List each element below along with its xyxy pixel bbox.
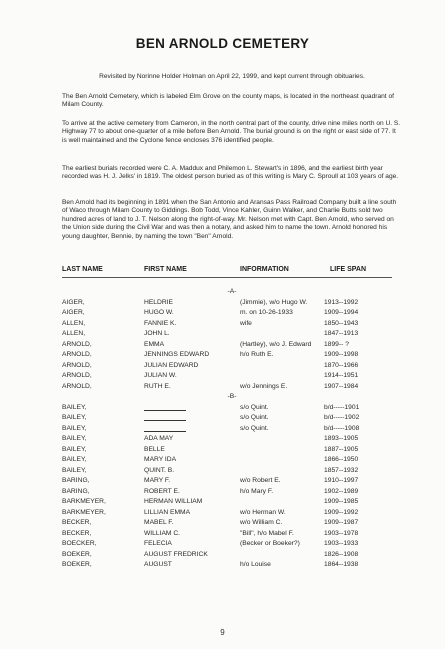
cell-information: h/o Ruth E. [240,351,274,358]
table-row [62,560,402,571]
cell-last-name: ARNOLD, [62,340,92,348]
cell-life-span: 1913--1992 [324,298,359,306]
cell-first-name: HUGO W. [144,309,174,316]
intro-paragraph-location: The Ben Arnold Cemetery, which is labeled Elm Grove on the county maps, is located in the northeast quadrant of Milam County. [62,93,394,109]
cell-last-name: BAILEY, [62,466,87,474]
cell-first-name: JENNINGS EDWARD [144,351,210,358]
cell-information: "Bill", h/o Mabel F. [240,529,294,537]
table-row [62,403,402,414]
table-row [62,298,402,309]
header-life-span: LIFE SPAN [330,266,367,273]
cell-last-name: BECKER, [62,529,92,537]
table-row [62,329,402,340]
cell-first-name: MARY IDA [144,456,177,463]
page-title: BEN ARNOLD CEMETERY [135,36,310,51]
cell-first-name: MABEL F. [144,519,174,526]
cell-first-name: HERMAN WILLIAM [144,498,203,505]
table-row [62,361,402,372]
table-row [62,371,402,382]
cell-life-span: 1826--1908 [324,550,359,558]
cell-first-name: LILLIAN EMMA [144,508,191,516]
cell-life-span: 1909--1998 [324,351,359,358]
cell-first-name: ADA MAY [144,435,174,442]
cell-first-name: ROBERT E. [144,487,180,495]
cell-first-name: AUGUST FREDRICK [144,550,208,558]
cell-last-name: ARNOLD, [62,382,92,390]
section-letter [62,287,402,298]
cell-life-span: 1909--1994 [324,309,359,316]
cell-first-name: WILLIAM C. [144,529,181,537]
cell-last-name: BOEKER, [62,550,92,558]
cell-life-span: 1909--1987 [324,519,359,526]
cell-last-name: BAILEY, [62,424,87,432]
cell-last-name: BAILEY, [62,414,87,421]
cell-life-span: 1914--1951 [324,372,359,379]
blank-name-line [144,424,186,432]
table-row [62,445,402,456]
cell-last-name: BOECKER, [62,540,97,547]
cell-life-span: 1899-- ? [324,340,349,348]
cell-last-name: AIGER, [62,298,85,306]
header-information: INFORMATION [240,266,289,273]
table-row [62,487,402,498]
cell-information: h/o Louise [240,561,271,568]
section-letter [62,392,402,403]
cell-last-name: BAILEY, [62,445,87,453]
table-row [62,550,402,561]
cell-information: w/o Jennings E. [240,382,288,390]
cell-last-name: ARNOLD, [62,361,92,369]
cell-life-span: 1850--1943 [324,319,359,327]
table-header [62,266,402,276]
cell-first-name: BELLE [144,445,165,453]
cell-life-span: 1903--1978 [324,529,359,537]
cell-life-span: 1907--1984 [324,382,359,390]
cell-last-name: ALLEN, [62,330,86,337]
page-number: 9 [220,628,225,637]
cell-life-span: 1903--1933 [324,540,359,547]
cell-last-name: BARING, [62,477,90,484]
table-row [62,424,402,435]
table-row [62,340,402,351]
section-label: -A- [227,288,237,295]
intro-paragraph-revisited: Revisited by Norinne Holder Holman on April 22, 1999, and kept current through obituaries. [99,73,365,80]
burial-table [62,287,402,571]
cell-life-span: 1887--1905 [324,445,359,453]
cell-last-name: ARNOLD, [62,351,92,358]
cell-information: w/o Robert E. [240,477,281,484]
cell-information: m. on 10-26-1933 [240,309,293,316]
cell-life-span: 1857--1932 [324,466,359,474]
cell-last-name: BAILEY, [62,456,87,463]
cell-first-name: JULIAN EDWARD [144,361,199,369]
cell-information: (Hartley), w/o J. Edward [240,340,312,348]
cell-life-span: 1847--1913 [324,330,359,337]
table-row [62,413,402,424]
cell-information: h/o Mary F. [240,487,274,495]
cell-life-span: 1909--1985 [324,498,359,505]
cell-last-name: BARKMEYER, [62,508,106,516]
cell-first-name: JULIAN W. [144,372,177,379]
blank-name-line [144,403,186,411]
table-row [62,539,402,550]
intro-paragraph-history: Ben Arnold had its beginning in 1891 when the San Antonio and Aransas Pass Railroad Company built a line south of Waco through Milam County to Giddings. Bob Todd, Vince Kahler, Guinn Walker, and Charlie Butts sold two hundred acres of land to J. T. Nelson along the right-of-way. Mr. Nelson met with Capt. Ben Arnold, who served on the Union side during the Civil War and was then a notary, and asked him to name the town. Arnold honored his young daughter, Bennie, by naming the town "Ben" Arnold. [62,199,397,240]
cell-information: s/o Quint. [240,424,269,432]
header-first-name: FIRST NAME [144,266,187,273]
cell-information: w/o Herman W. [240,508,286,516]
table-row [62,518,402,529]
cell-first-name: HELDRIE [144,298,173,306]
cell-last-name: BARING, [62,487,90,495]
cell-information: (Jimmie), w/o Hugo W. [240,298,308,306]
cell-last-name: BAILEY, [62,403,87,411]
cell-last-name: BOEKER, [62,561,92,568]
cell-life-span: 1893--1905 [324,435,359,442]
cell-first-name: JOHN L. [144,330,170,337]
table-row [62,476,402,487]
cell-information: (Becker or Boeker?) [240,540,300,547]
section-label: -B- [227,393,237,400]
intro-paragraph-directions: To arrive at the active cemetery from Cameron, in the north central part of the county, drive nine miles north on U. S. Highway 77 to about one-quarter of a mile before Ben Arnold. The burial ground is on the right or east side of 77. It is well maintained and the Cyclone fence encloses 376 identified people. [62,120,401,144]
table-row [62,455,402,466]
cell-information: w/o William C. [240,519,283,526]
cell-information: s/o Quint. [240,403,269,411]
header-last-name: LAST NAME [62,266,103,273]
cell-information: s/o Quint. [240,414,269,421]
table-row [62,319,402,330]
cell-first-name: MARY F. [144,477,171,484]
cell-last-name: BECKER, [62,519,92,526]
cell-first-name: QUINT. B. [144,466,175,474]
header-divider [62,277,392,278]
cell-life-span: 1866--1950 [324,456,359,463]
table-row [62,466,402,477]
cell-life-span: 1870--1966 [324,361,359,369]
cell-last-name: BARKMEYER, [62,498,106,505]
table-row [62,308,402,319]
cell-first-name: FANNIE K. [144,319,177,327]
table-row [62,529,402,540]
table-row [62,508,402,519]
cell-life-span: 1864--1938 [324,561,359,568]
table-row [62,350,402,361]
table-row [62,434,402,445]
cell-first-name: FELECIA [144,540,172,547]
cell-life-span: b/d-----1902 [324,414,360,421]
cell-life-span: 1909--1992 [324,508,359,516]
table-row [62,382,402,393]
cell-first-name: RUTH E. [144,382,171,390]
cell-life-span: 1902--1989 [324,487,359,495]
cell-last-name: ARNOLD, [62,372,92,379]
cell-life-span: b/d-----1901 [324,403,360,411]
cell-last-name: AIGER, [62,309,85,316]
table-row [62,497,402,508]
cell-last-name: ALLEN, [62,319,86,327]
intro-paragraph-earliest-burials: The earliest burials recorded were C. A. Maddux and Philemon L. Stewart's in 1896, and the earliest birth year recorded was H. J. Jelks' in 1819. The oldest person buried as of this writing is Mary C. Sproull at 103 years of age. [62,165,399,181]
cell-life-span: b/d-----1908 [324,424,360,432]
cell-first-name: AUGUST [144,561,172,568]
blank-name-line [144,413,186,421]
cell-first-name: EMMA [144,340,165,348]
cell-life-span: 1910--1997 [324,477,359,484]
cell-information: wife [240,319,252,327]
cell-last-name: BAILEY, [62,435,87,442]
